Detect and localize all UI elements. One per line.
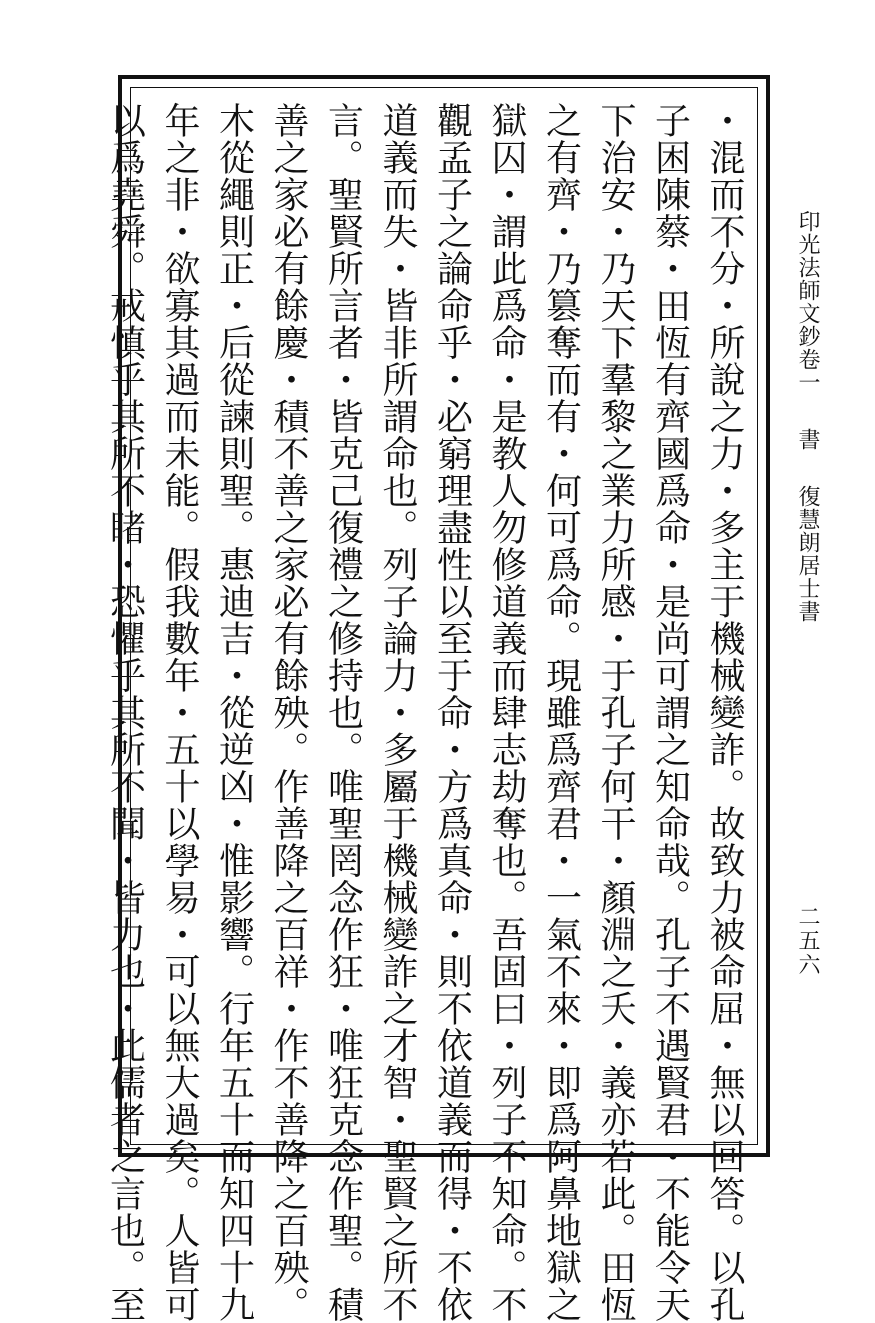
margin-header [770,210,820,623]
text-column: 道義而失・皆非所謂命也。列子論力・多屬于機械變詐之才智・聖賢之所不 [377,102,418,1323]
text-column: 以爲堯舜。戒慎乎其所不睹・恐懼乎其所不聞・皆力也・此儒者之言也。至 [104,102,146,1323]
text-column: 下治安・乃天下羣黎之業力所感・于孔子何干・顏淵之夭・義亦若此。田恆 [595,102,636,1323]
text-column: ・混而不分・所說之力・多主于機械變詐。故致力被命屈・無以回答。以孔 [704,102,745,1323]
page-frame [104,75,770,1323]
book-title: 印光法師文鈔卷一 [795,210,820,394]
text-column: 言。聖賢所言者・皆克己復禮之修持也。唯聖罔念作狂・唯狂克念作聖。積 [322,102,364,1323]
text-column: 善之家必有餘慶・積不善之家必有餘殃。作善降之百祥・作不善降之百殃。 [268,102,309,1323]
text-column: 之有齊・乃篡奪而有・何可爲命。現雖爲齊君・一氣不來・即爲阿鼻地獄之 [540,102,582,1323]
text-column: 獄囚・謂此爲命・是教人勿修道義而肆志劫奪也。吾固曰・列子不知命。不 [486,102,527,1323]
letter-title: 復慧朗居士書 [795,485,820,623]
body-text [104,102,751,1323]
text-column: 觀孟子之論命乎・必窮理盡性以至于命・方爲真命・則不依道義而得・不依 [431,102,473,1323]
text-column: 子困陳蔡・田恆有齊國爲命・是尚可謂之知命哉。孔子不遇賢君・不能令天 [649,102,691,1323]
text-column: 木從繩則正・后從諫則聖。惠迪吉・從逆凶・惟影響。行年五十而知四十九 [213,102,255,1323]
inner-frame [104,87,758,1323]
text-column: 年之非・欲寡其過而未能。假我數年・五十以學易・可以無大過矣。人皆可 [159,102,200,1323]
page-number: 二五六 [795,905,820,977]
section-label: 書 [795,428,820,451]
